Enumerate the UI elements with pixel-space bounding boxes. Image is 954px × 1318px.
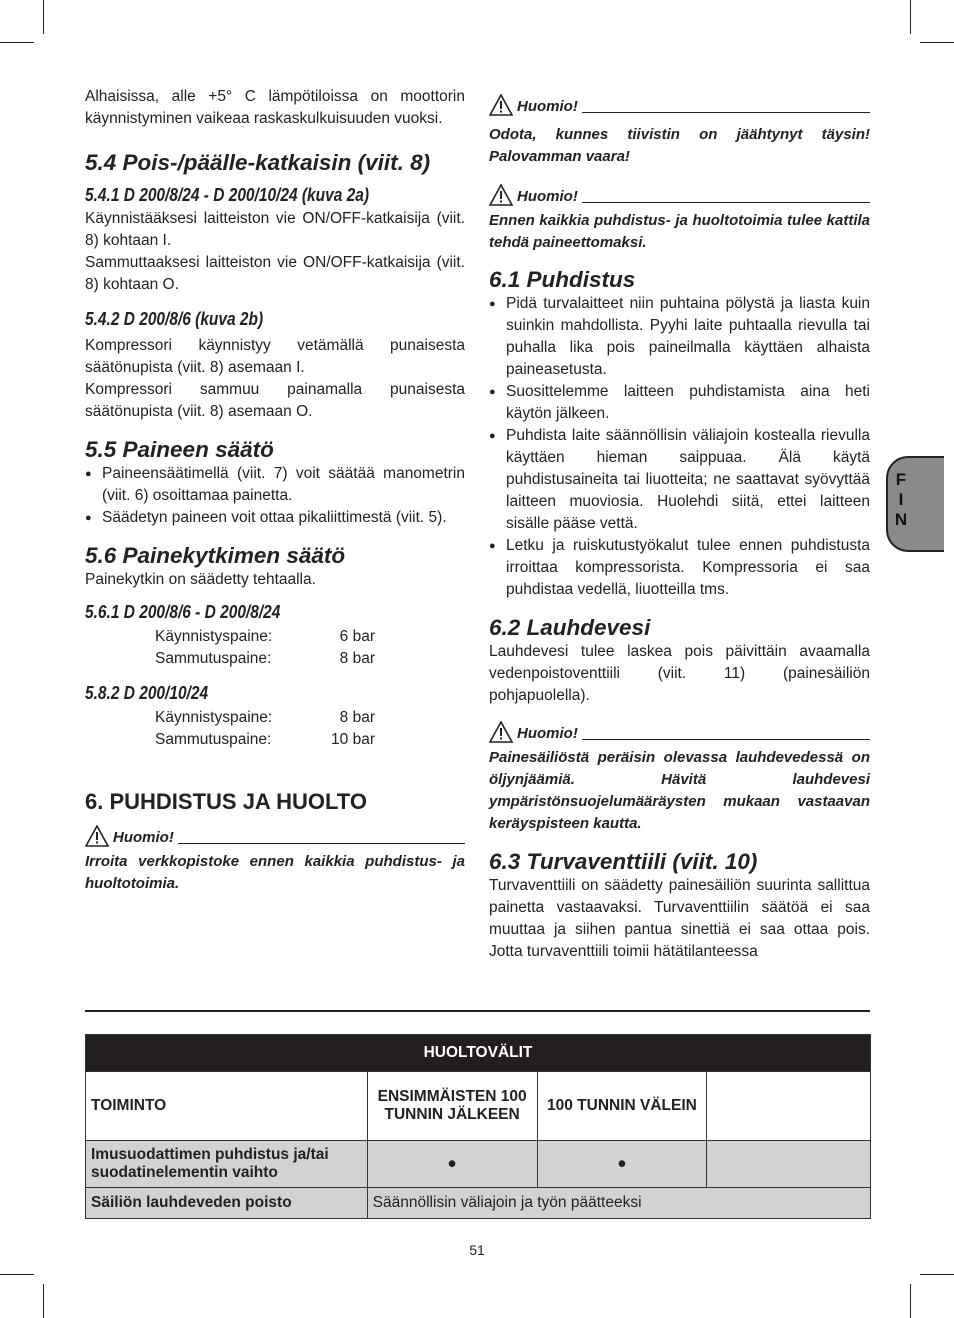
table-cell: Säännöllisin väliajoin ja työn päätteeksi [367, 1188, 870, 1219]
warning-icon [489, 721, 513, 743]
section-6-title: 6. PUHDISTUS JA HUOLTO [85, 789, 367, 814]
section-5-4-2-title: 5.4.2 D 200/8/6 (kuva 2b) [85, 309, 264, 329]
pressure-settings-2 [85, 707, 465, 751]
pressure-settings-1 [85, 626, 465, 670]
section-5-8-2-title: 5.8.2 D 200/10/24 [85, 683, 209, 703]
right-column [489, 92, 870, 963]
section-5-5-list [85, 463, 465, 529]
left-column [85, 86, 465, 895]
warning-text: Painesäiliöstä peräisin olevassa lauhdevedessä on öljynjäämiä. Hävitä lauhdevesi ympäristönsuojelumääräysten mukaan vastaavan keräyspisteen kautta. [489, 749, 870, 832]
warning-icon [489, 184, 513, 206]
section-5-4-2-text-1: Kompressori käynnistyy vetämällä punaisesta säätönupista (viit. 8) asemaan I. [85, 337, 465, 376]
section-5-4-2-text-2: Kompressori sammuu painamalla punaisesta säätönupista (viit. 8) asemaan O. [85, 381, 465, 420]
tab-letter: F [895, 470, 907, 489]
warning-text: Odota, kunnes tiivistin on jäähtynyt täysin! Palovamman vaara! [489, 126, 870, 165]
warning-header [489, 92, 870, 116]
language-tab [886, 456, 944, 552]
section-5-4-1-title: 5.4.1 D 200/8/24 - D 200/10/24 (kuva 2a) [85, 185, 369, 205]
warning-icon [85, 825, 109, 847]
stop-pressure-value: 8 bar [339, 650, 375, 667]
section-5-6-title: 5.6 Painekytkimen säätö [85, 543, 346, 568]
table-caption: HUOLTOVÄLIT [86, 1035, 871, 1072]
crop-mark [910, 0, 911, 34]
column-header: ENSIMMÄISTEN 100 TUNNIN JÄLKEEN [367, 1072, 537, 1141]
warning-label: Huomio! [517, 98, 578, 115]
divider [582, 112, 870, 113]
table-cell: ● [367, 1141, 537, 1188]
list-item: ● Säädetyn paineen voit ottaa pikaliittimestä (viit. 5). [85, 507, 465, 529]
column-header: 100 TUNNIN VÄLEIN [537, 1072, 707, 1141]
divider [582, 202, 870, 203]
start-pressure-value: 8 bar [339, 709, 375, 726]
section-5-5-title: 5.5 Paineen säätö [85, 437, 274, 462]
warning-label: Huomio! [517, 188, 578, 205]
list-item: ● Letku ja ruiskutustyökalut tulee ennen puhdistusta irroittaa kompressorista. Kompressoria ei saa puhdistaa vedellä, liuotteilla tms. [489, 535, 870, 601]
section-5-4-1-text-2: Sammuttaaksesi laitteiston vie ON/OFF-katkaisija (viit. 8) kohtaan O. [85, 254, 465, 293]
table-cell: Säiliön lauhdeveden poisto [86, 1188, 368, 1219]
table-cell: Imusuodattimen puhdistus ja/tai suodatinelementin vaihto [86, 1141, 368, 1188]
table-row [86, 1141, 871, 1188]
crop-mark [920, 1274, 954, 1275]
divider [178, 843, 465, 844]
table-row [86, 1188, 871, 1219]
start-pressure-label: Käynnistyspaine: [155, 628, 273, 645]
table-cell: ● [537, 1141, 707, 1188]
section-5-6-1-title: 5.6.1 D 200/8/6 - D 200/8/24 [85, 602, 281, 622]
maintenance-table [85, 1034, 871, 1219]
section-6-2-title: 6.2 Lauhdevesi [489, 615, 651, 640]
crop-mark [0, 42, 34, 43]
section-6-1-title: 6.1 Puhdistus [489, 267, 636, 292]
crop-mark [910, 1284, 911, 1318]
stop-pressure-value: 10 bar [331, 731, 375, 748]
warning-header [489, 182, 870, 206]
table-cell [707, 1141, 871, 1188]
section-6-1-list [489, 293, 870, 601]
section-5-6-text: Painekytkin on säädetty tehtaalla. [85, 571, 316, 588]
tab-letter: I [898, 490, 904, 509]
warning-text: Ennen kaikkia puhdistus- ja huoltotoimia tulee kattila tehdä paineettomaksi. [489, 212, 870, 251]
start-pressure-label: Käynnistyspaine: [155, 709, 273, 726]
table-header-row [86, 1072, 871, 1141]
warning-label: Huomio! [113, 829, 174, 846]
intro-text: Alhaisissa, alle +5° C lämpötiloissa on moottorin käynnistyminen vaikeaa raskaskulkuisuuden vuoksi. [85, 88, 465, 127]
warning-header [85, 823, 465, 847]
column-header: TOIMINTO [86, 1072, 368, 1141]
tab-letter: N [894, 510, 908, 529]
divider [85, 1010, 870, 1012]
section-5-4-1-text-1: Käynnistääksesi laitteiston vie ON/OFF-katkaisija (viit. 8) kohtaan I. [85, 210, 465, 249]
crop-mark [920, 42, 954, 43]
list-item: ● Paineensäätimellä (viit. 7) voit säätää manometrin (viit. 6) osoittamaa painetta. [85, 463, 465, 507]
warning-label: Huomio! [517, 725, 578, 742]
list-item: ● Pidä turvalaitteet niin puhtaina pölystä ja liasta kuin suinkin mahdollista. Pyyhi laite puhtaalla rievulla tai puhalla lika pois paineilmalla käyttäen alhaista paineasetusta. [489, 293, 870, 381]
list-item: ● Suosittelemme laitteen puhdistamista aina heti käytön jälkeen. [489, 381, 870, 425]
warning-icon [489, 94, 513, 116]
section-6-3-title: 6.3 Turvaventtiili (viit. 10) [489, 849, 758, 874]
page-number: 51 [469, 1242, 485, 1258]
section-5-4-title: 5.4 Pois-/päälle-katkaisin (viit. 8) [85, 150, 431, 175]
stop-pressure-label: Sammutuspaine: [155, 731, 272, 748]
crop-mark [43, 1284, 44, 1318]
column-header [707, 1072, 871, 1141]
list-item: ● Puhdista laite säännöllisin väliajoin kostealla rievulla käyttäen hieman saippuaa. Älä käytä puhdistusaineita tai liuotteita; ne saattavat syövyttää laitteen muoviosia. Huolehdi siitä, ettei laitteen sisälle pääse vettä. [489, 425, 870, 535]
crop-mark [0, 1274, 34, 1275]
section-6-2-text: Lauhdevesi tulee laskea pois päivittäin avaamalla vedenpoistoventtiili (viit. 11) (painesäiliön pohjapuolella). [489, 643, 870, 704]
warning-header [489, 719, 870, 743]
warning-text: Irroita verkkopistoke ennen kaikkia puhdistus- ja huoltotoimia. [85, 853, 465, 892]
divider [582, 739, 870, 740]
section-6-3-text: Turvaventtiili on säädetty painesäiliön suurinta sallittua painetta vastaavaksi. Turvaventtiilin säätöä ei saa muuttaa ja siihen pantua sinettiä ei saa ottaa pois. Jotta turvaventtiili toimii hätätilanteessa [489, 877, 870, 960]
crop-mark [43, 0, 44, 34]
stop-pressure-label: Sammutuspaine: [155, 650, 272, 667]
start-pressure-value: 6 bar [339, 628, 375, 645]
